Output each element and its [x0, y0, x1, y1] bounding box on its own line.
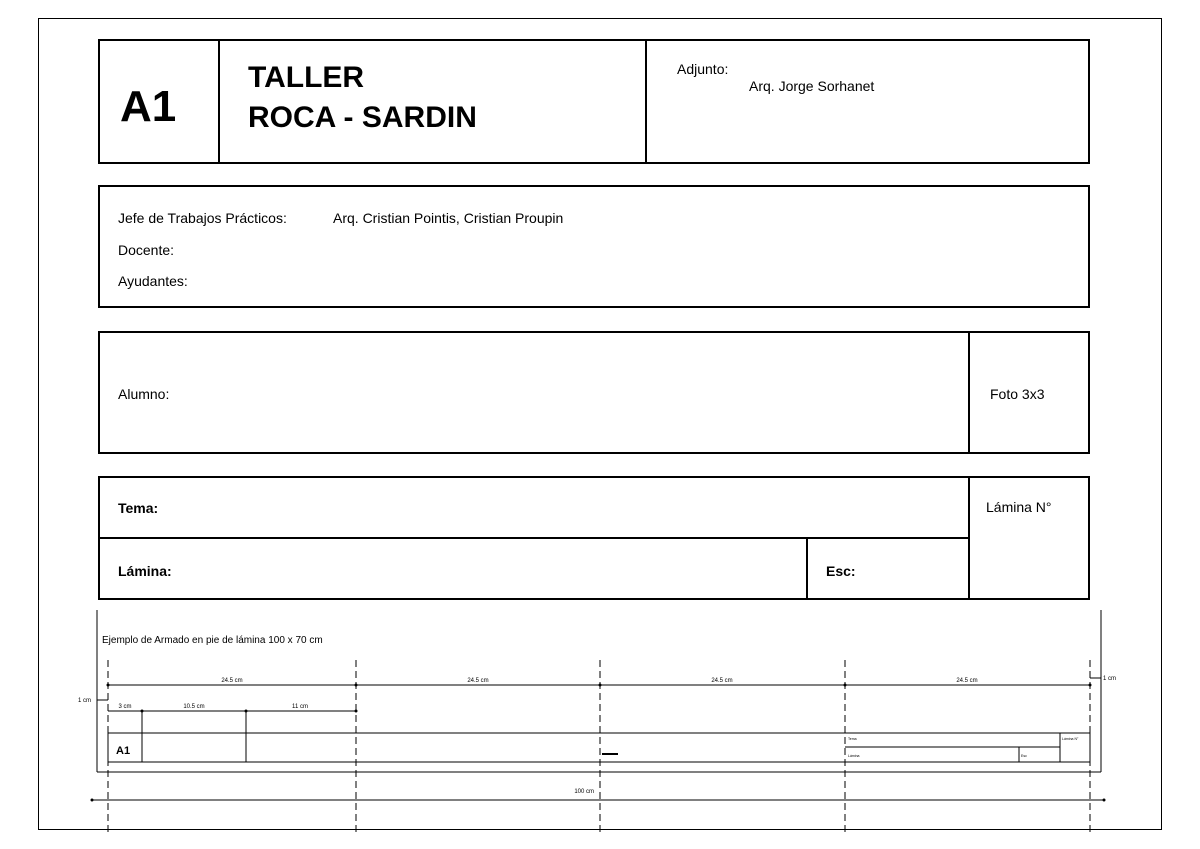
jtp-value: Arq. Cristian Pointis, Cristian Proupin	[333, 210, 564, 226]
foto-label: Foto 3x3	[990, 386, 1045, 402]
example-title: Ejemplo de Armado en pie de lámina 100 x 70 cm	[102, 635, 323, 646]
mini-lamina-num: Lámina N°	[1062, 737, 1079, 741]
workshop-title-line1: TALLER	[248, 61, 365, 94]
lamina-label: Lámina:	[118, 563, 172, 579]
jtp-label: Jefe de Trabajos Prácticos:	[118, 210, 287, 226]
sheet-code: A1	[120, 82, 177, 131]
total-width-label: 100 cm	[574, 789, 594, 795]
workshop-title-line2: ROCA - SARDIN	[248, 101, 477, 134]
margin-right-label: 1 cm	[1103, 676, 1117, 682]
ayudantes-label: Ayudantes:	[118, 273, 188, 289]
tema-label: Tema:	[118, 500, 159, 516]
col-width-2: 24.5 cm	[467, 678, 489, 684]
sub-width-3: 11 cm	[292, 704, 308, 710]
margin-left-label: 1 cm	[78, 698, 92, 704]
docente-label: Docente:	[118, 242, 175, 258]
col-width-3: 24.5 cm	[711, 678, 733, 684]
mini-code: A1	[116, 745, 131, 757]
lamina-num-label: Lámina N°	[986, 499, 1052, 515]
mini-esc: Esc	[1021, 754, 1027, 758]
mini-tema: Tema	[848, 737, 857, 741]
esc-label: Esc:	[826, 563, 856, 579]
adjunto-name: Arq. Jorge Sorhanet	[749, 78, 875, 94]
adjunto-label: Adjunto:	[677, 61, 729, 77]
col-width-1: 24.5 cm	[221, 678, 243, 684]
sub-width-2: 10.5 cm	[183, 704, 205, 710]
sub-width-1: 3 cm	[118, 704, 132, 710]
mini-lamina: Lámina	[848, 754, 860, 758]
alumno-label: Alumno:	[118, 386, 170, 402]
col-width-4: 24.5 cm	[956, 678, 978, 684]
